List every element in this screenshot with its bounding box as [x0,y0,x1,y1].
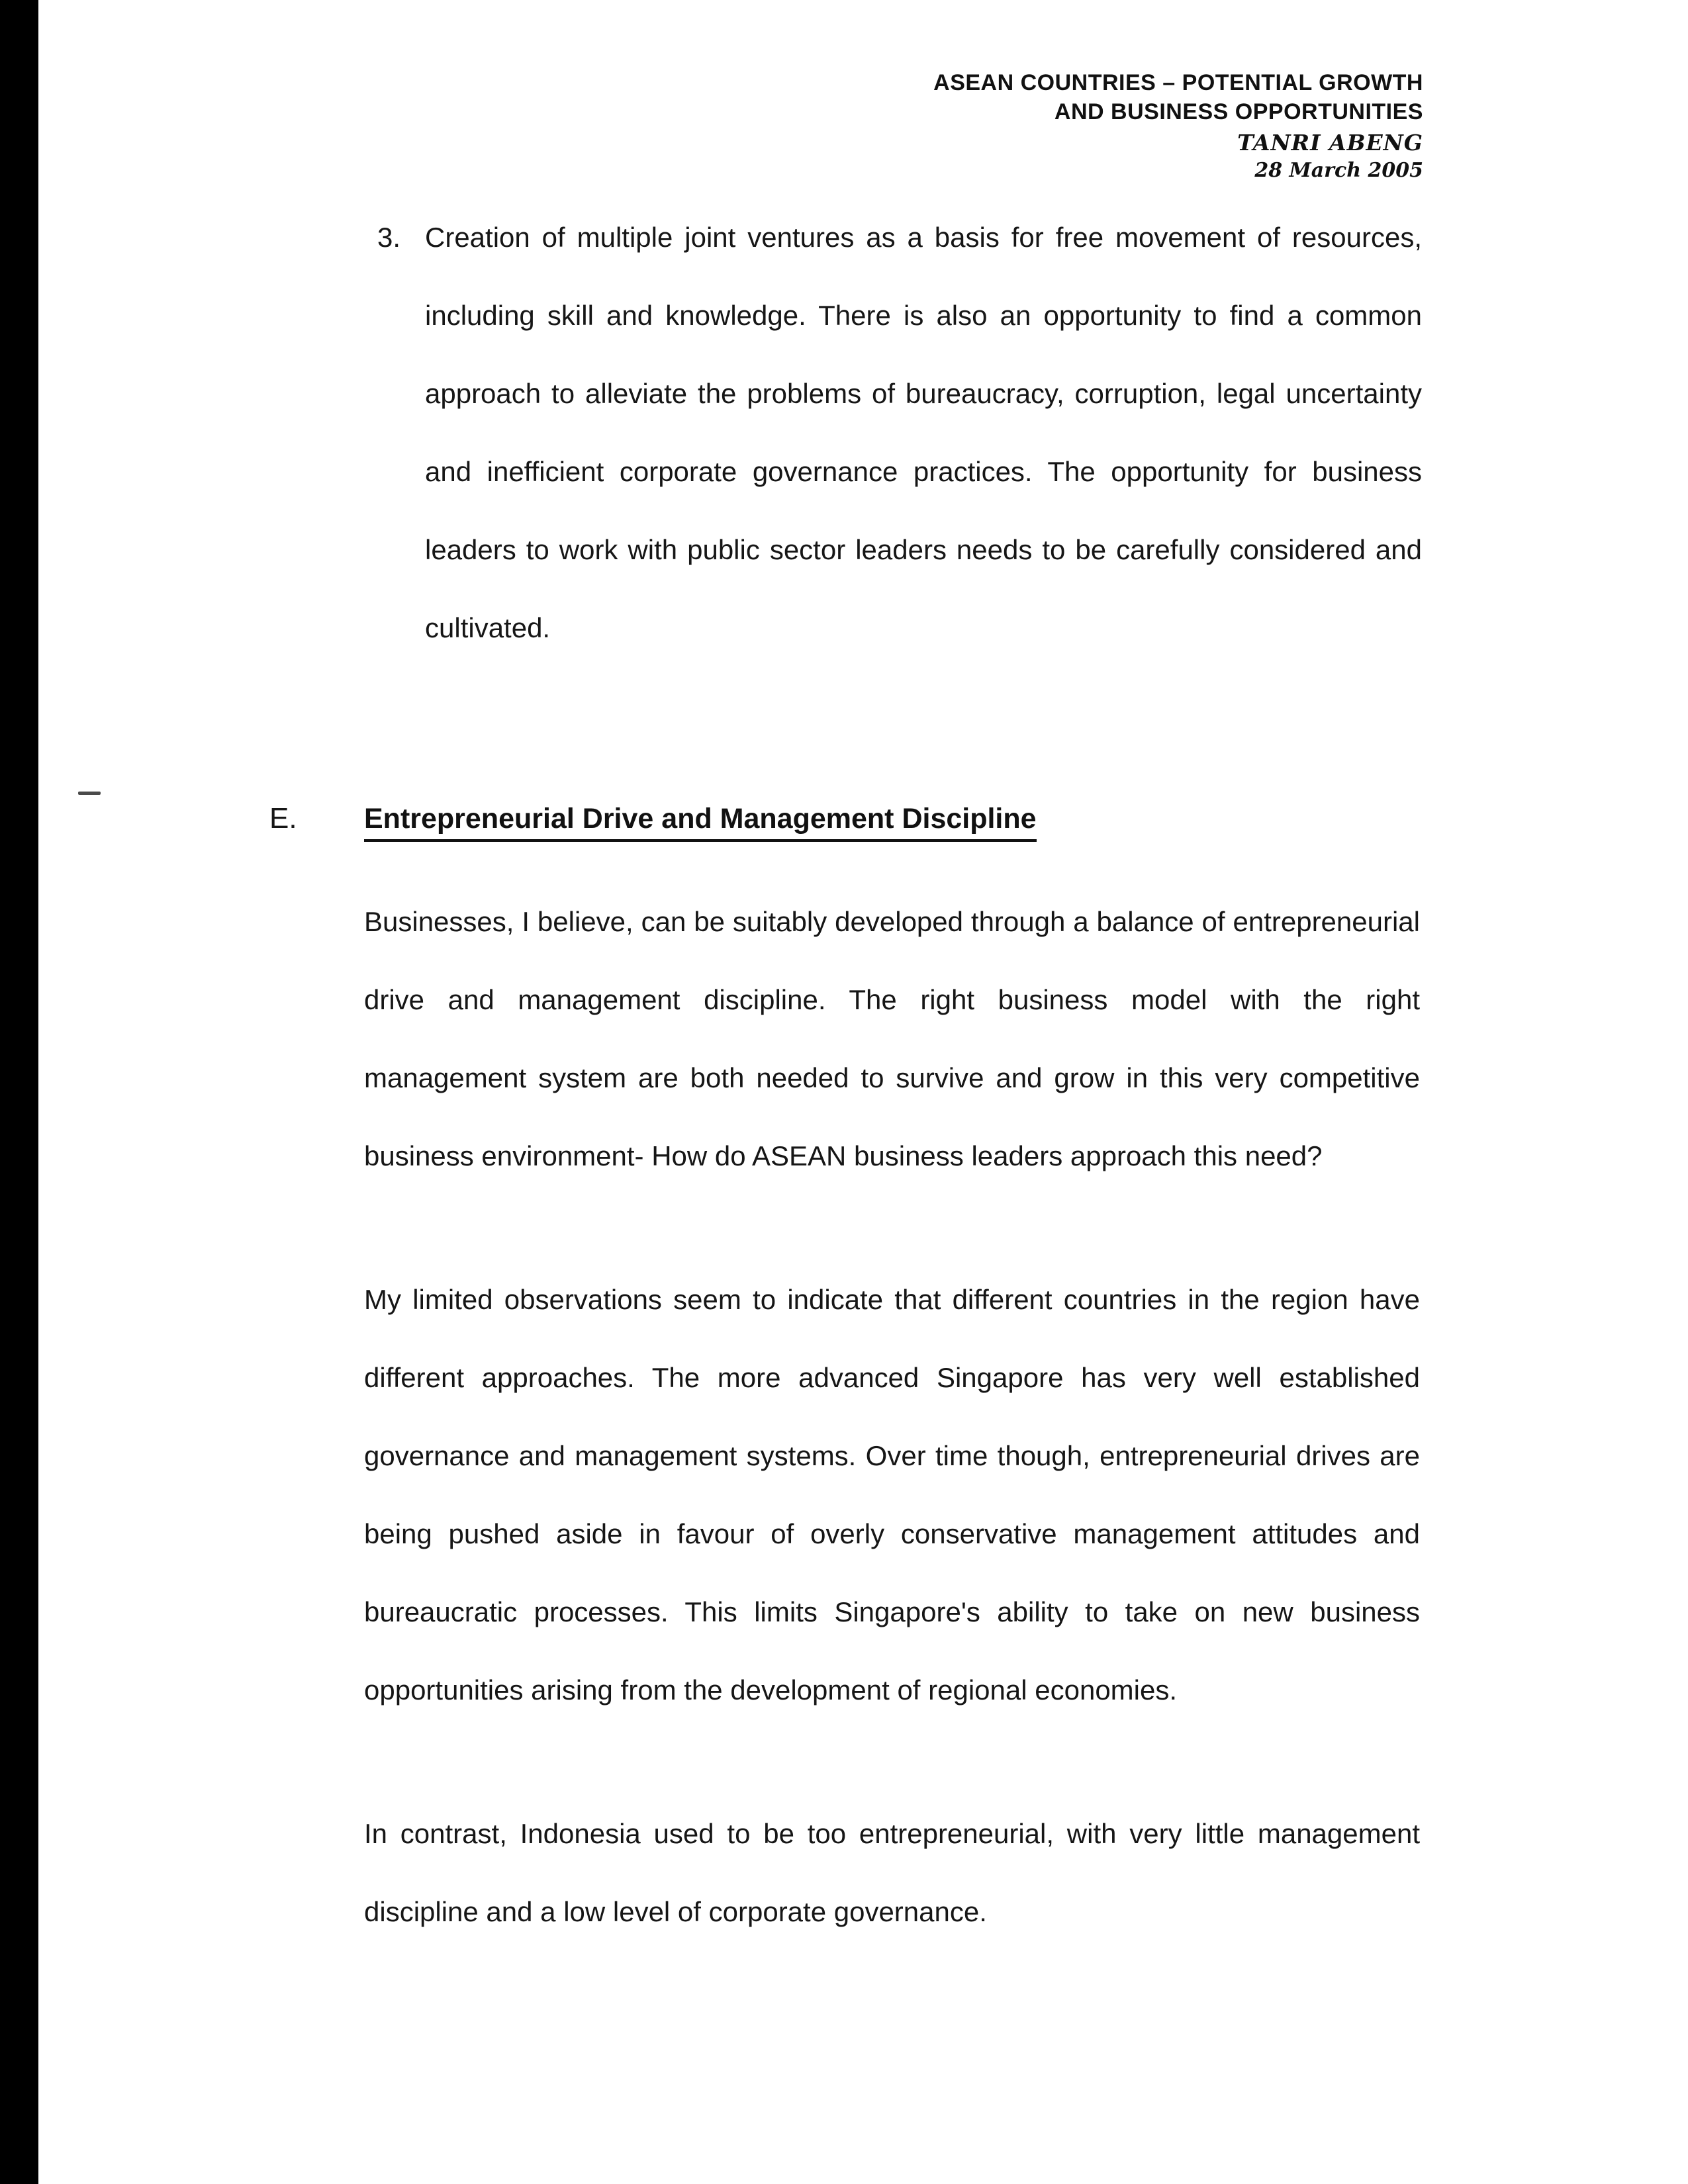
scan-dash-artifact [78,792,101,795]
section-paragraphs [364,883,1420,1951]
paragraph-2: My limited observations seem to indicate that different countries in the region have different approaches. The more advanced Singapore has very well established governance and management systems. Over time though, entrepreneurial drives are being pushed aside in favour of overly conservative management attitudes and bureaucratic processes. This limits Singapore's ability to take on new business opportunities arising from the development of regional economies. [364,1284,1420,1706]
header-title-line2: AND BUSINESS OPPORTUNITIES [1054,99,1423,124]
section-label: E. [269,802,297,835]
section-e [269,802,1422,1951]
paragraph-3: In contrast, Indonesia used to be too entrepreneurial, with very little management discipline and a low level of corporate governance. [364,1818,1420,1927]
section-heading: Entrepreneurial Drive and Management Discipline [364,803,1037,842]
section-heading-row [269,802,1422,842]
numbered-list-item [377,199,1422,667]
scan-edge-artifact [0,0,38,2184]
document-header [933,69,1423,184]
header-title-line1: ASEAN COUNTRIES – POTENTIAL GROWTH [933,70,1423,95]
list-item-number: 3. [377,222,401,253]
header-date: 28 March 2005 [1254,159,1423,183]
list-item-text: Creation of multiple joint ventures as a basis for free movement of resources, including skill and knowledge. There is also an opportunity to find a common approach to alleviate the problems of bureaucracy, corruption, legal uncertainty and inefficient corporate governance practices. The opportunity for business leaders to work with public sector leaders needs to be carefully considered and cultivated. [425,222,1422,643]
paragraph-1: Businesses, I believe, can be suitably developed through a balance of entrepreneurial drive and management discipline. The right business model with the right management system are both needed to survive and grow in this very competitive business environment- How do ASEAN business leaders approach this need? [364,906,1420,1171]
header-author: TANRI ABENG [1237,130,1423,156]
